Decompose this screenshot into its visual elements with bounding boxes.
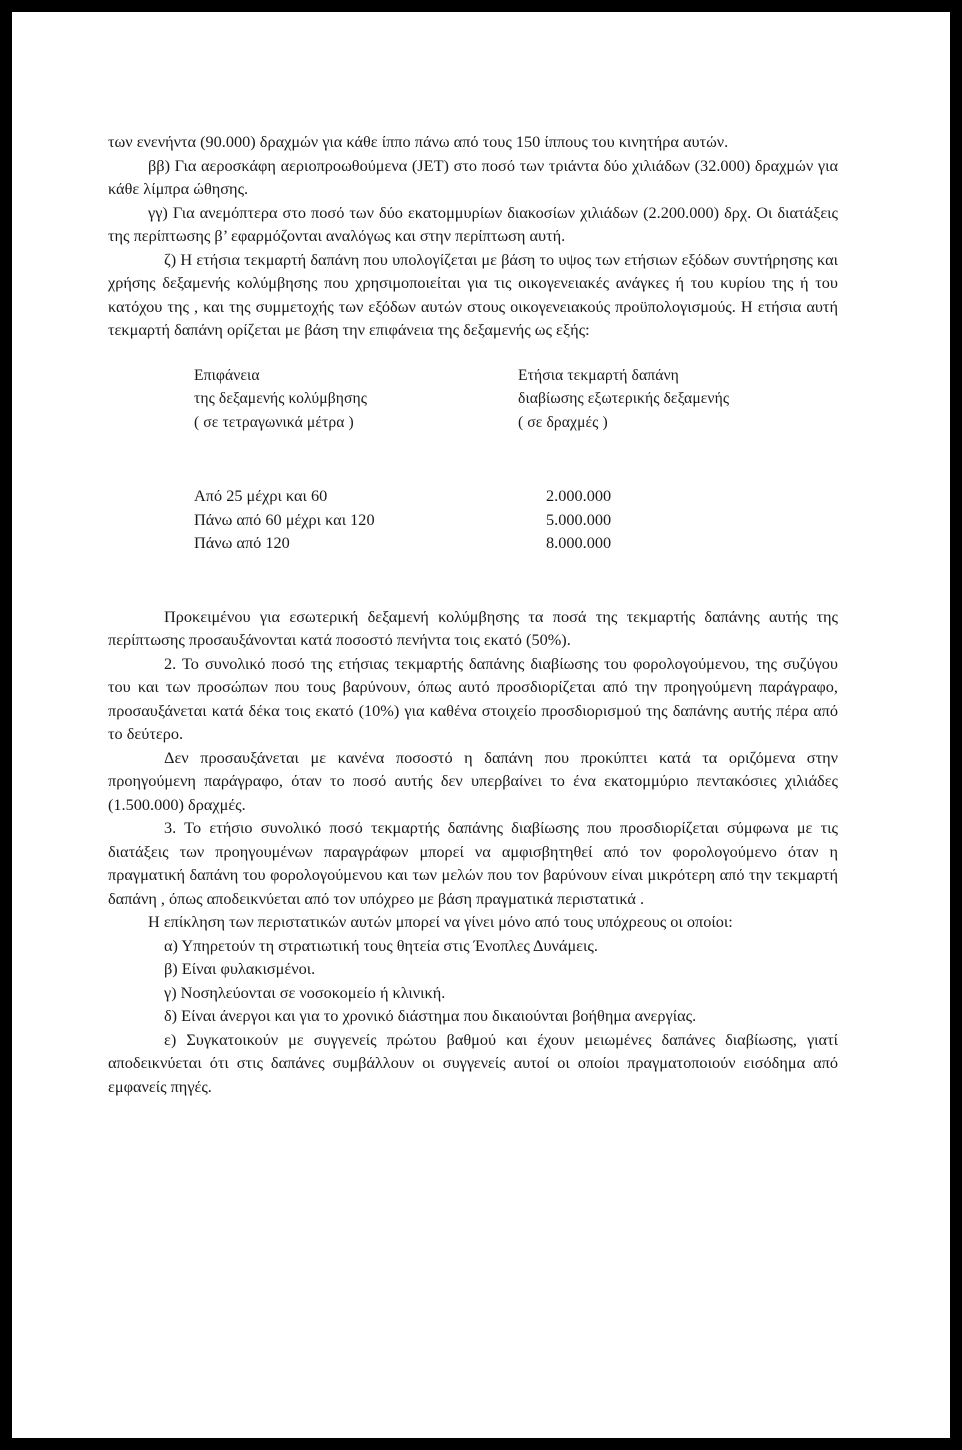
paragraph-indoor-pool: Προκειμένου για εσωτερική δεξαμενή κολύμβησης τα ποσά της τεκμαρτής δαπάνης αυτής της περίπτωσης προσαυξάνονται κατά ποσοστό πενήντα τοις εκατό (50%). xyxy=(108,606,838,649)
expense-header-line: Ετήσια τεκμαρτή δαπάνη xyxy=(518,366,679,384)
surface-header-line: ( σε τετραγωνικά μέτρα ) xyxy=(194,413,354,431)
paragraph-no-increase: Δεν προσαυξάνεται με κανένα ποσοστό η δαπάνη που προκύπτει κατά τα οριζόμενα στην προηγούμενη παράγραφο, όταν το ποσό αυτής δεν υπερβαίνει το ένα εκατομμύριο πεντακόσιες χιλιάδες (1.500.000) δραχμές. xyxy=(108,747,838,814)
list-item-d: δ) Είναι άνεργοι και για το χρονικό διάστημα που δικαιούνται βοήθημα ανεργίας. xyxy=(164,1006,697,1025)
table-row xyxy=(194,508,838,532)
paragraph-z-pool: ζ) Η ετήσια τεκμαρτή δαπάνη που υπολογίζεται με βάση το υψος των ετήσιων εξόδων συντήρησης και χρήσης δεξαμενής κολύμβησης που χρησιμοποιείται για τις οικογενειακές ανάγκες ή του κυρίου της ή του κατόχου της , και της συμμετοχής των εξόδων αυτών στους οικογενειακούς προϋπολογισμούς. Η ετήσια αυτή τεκμαρτή δαπάνη ορίζεται με βάση την επιφάνεια της δεξαμενής ως εξής: xyxy=(108,249,838,339)
document-body xyxy=(108,130,838,1098)
paragraph-continuation: των ενενήντα (90.000) δραχμών για κάθε ίππο πάνω από τους 150 ίππους του κινητήρα αυτών. xyxy=(108,132,729,151)
list-item-c: γ) Νοσηλεύονται σε νοσοκομείο ή κλινική. xyxy=(164,982,446,1002)
list-item-a: α) Υπηρετούν τη στρατιωτική τους θητεία στις Ένοπλες Δυνάμεις. xyxy=(164,935,598,955)
document-page xyxy=(12,12,950,1438)
paragraph-section-2: 2. Το συνολικό ποσό της ετήσιας τεκμαρτής δαπάνης διαβίωσης του φορολογούμενου, της συζύγου του και των προσώπων που τους βαρύνουν, όπως αυτό προσδιορίζεται από την προηγούμενη παράγραφο, προσαυξάνεται κατά δέκα τοις εκατό (10%) για καθένα στοιχείο προσδιορισμού της δαπάνης αυτής πέρα από το δεύτερο. xyxy=(108,653,838,743)
expense-amount: 8.000.000 xyxy=(546,533,612,552)
spacer xyxy=(108,555,838,605)
pool-table-rows xyxy=(108,484,838,555)
expense-amount: 5.000.000 xyxy=(546,509,612,529)
paragraph-section-3: 3. Το ετήσιο συνολικό ποσό τεκμαρτής δαπάνης διαβίωσης που προσδιορίζεται σύμφωνα με τις διατάξεις των προηγουμένων παραγράφων μπορεί να αμφισβητηθεί από τον φορολογούμενο όταν η πραγματική δαπάνη του φορολογούμενου και των μελών που τον βαρύνουν είναι μικρότερη από την τεκμαρτή δαπάνη , όπως αποδεικνύεται από τον υπόχρεο με βάση πραγματικά περιστατικά . xyxy=(108,818,838,908)
expense-column-header xyxy=(518,364,838,435)
list-item-e: ε) Συγκατοικούν με συγγενείς πρώτου βαθμού και έχουν μειωμένες δαπάνες διαβίωσης, γιατί αποδεικνύεται ότι στις δαπάνες συμβάλλουν οι συγγενείς αυτοί οι οποίοι πραγματοποιούν εισόδημα από εμφανείς πηγές. xyxy=(108,1029,838,1096)
table-row xyxy=(194,484,838,508)
paragraph-invocation: Η επίκληση των περιστατικών αυτών μπορεί να γίνει μόνο από τους υπόχρεους οι οποίοι: xyxy=(148,912,733,931)
surface-range: Από 25 μέχρι και 60 xyxy=(194,486,328,505)
expense-amount: 2.000.000 xyxy=(546,486,612,505)
table-row xyxy=(194,531,838,555)
surface-range: Πάνω από 60 μέχρι και 120 xyxy=(194,509,375,529)
list-item-b: β) Είναι φυλακισμένοι. xyxy=(164,959,316,978)
surface-column-header xyxy=(194,364,514,435)
surface-header-line: της δεξαμενής κολύμβησης xyxy=(194,390,368,407)
expense-header-line: διαβίωσης εξωτερικής δεξαμενής xyxy=(518,390,730,407)
surface-header-line: Επιφάνεια xyxy=(194,366,260,384)
paragraph-gg-gliders: γγ) Για ανεμόπτερα στο ποσό των δύο εκατομμυρίων διακοσίων χιλιάδων (2.200.000) δρχ. Οι διατάξεις της περίπτωσης β’ εφαρμόζονται αναλόγως και στην περίπτωση αυτή. xyxy=(108,202,838,245)
surface-range: Πάνω από 120 xyxy=(194,533,290,552)
paragraph-bb-jet: ββ) Για αεροσκάφη αεριοπροωθούμενα (JET) στο ποσό των τριάντα δύο χιλιάδων (32.000) δραχμών για κάθε λίμπρα ώθησης. xyxy=(108,155,838,198)
pool-table-header xyxy=(108,364,838,435)
expense-header-line: ( σε δραχμές ) xyxy=(518,413,608,431)
